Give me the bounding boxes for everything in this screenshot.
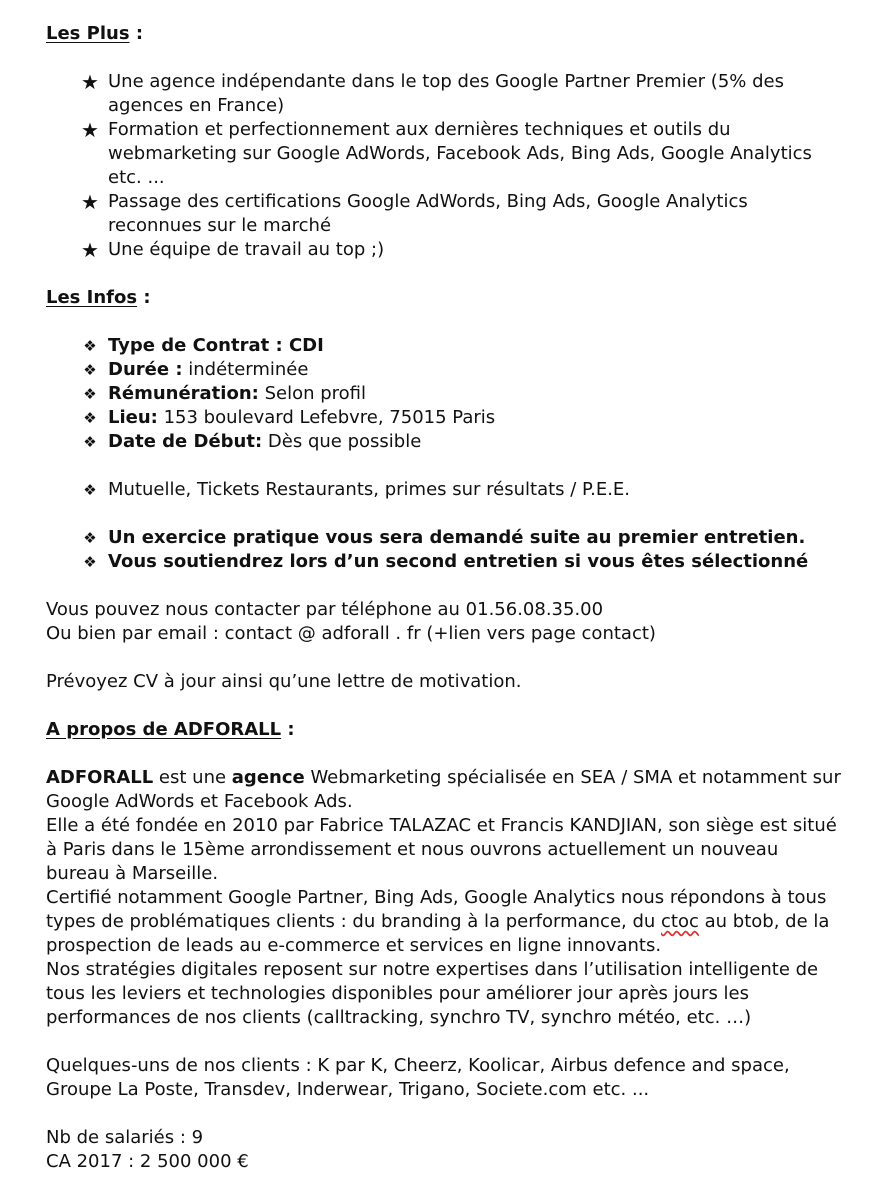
cv-line: Prévoyez CV à jour ainsi qu’une lettre de motivation.	[46, 671, 522, 692]
spellcheck-word: ctoc	[661, 911, 699, 932]
place-item: ❖ Lieu: 153 boulevard Lefebvre, 75015 Paris	[46, 406, 846, 430]
list-item: ★ Formation et perfectionnement aux dernières techniques et outils du webmarketing sur Google AdWords, Facebook Ads, Bing Ads, Google Analytics etc. ...	[46, 118, 846, 190]
star-icon: ★	[81, 118, 99, 142]
benefits-list	[46, 478, 846, 502]
star-icon: ★	[81, 70, 99, 94]
list-item: ★ Une équipe de travail au top ;)	[46, 238, 846, 262]
about-colon: :	[281, 719, 295, 740]
document-page	[46, 22, 846, 1174]
phone-line: Vous pouvez nous contacter par téléphone au 01.56.08.35.00	[46, 599, 604, 620]
clients-paragraph: Quelques-uns de nos clients : K par K, Cheerz, Koolicar, Airbus defence and space, Groupe La Poste, Transdev, Inderwear, Trigano, Societe.com etc. ...	[46, 1055, 790, 1100]
exercise-item: ❖ Un exercice pratique vous sera demandé suite au premier entretien.	[46, 526, 846, 550]
diamond-icon: ❖	[83, 385, 97, 403]
about-heading	[46, 718, 846, 742]
plus-list	[46, 70, 846, 262]
les-infos-heading	[46, 286, 846, 310]
infos-list	[46, 334, 846, 454]
diamond-icon: ❖	[83, 337, 97, 355]
employees-line: Nb de salariés : 9	[46, 1127, 204, 1148]
les-infos-title: Les Infos	[46, 287, 138, 308]
les-infos-colon: :	[137, 287, 151, 308]
about-paragraph-3: Certifié notamment Google Partner, Bing Ads, Google Analytics nous répondons à tous types de problématiques clients : du branding à la performance, du ctoc au btob, de la prospection de leads au e-commerce et services en ligne innovants.	[46, 887, 830, 956]
star-icon: ★	[81, 238, 99, 262]
diamond-icon: ❖	[83, 409, 97, 427]
list-item: ★ Une agence indépendante dans le top des Google Partner Premier (5% des agences en France)	[46, 70, 846, 118]
second-interview-item: ❖ Vous soutiendrez lors d’un second entretien si vous êtes sélectionné	[46, 550, 846, 574]
revenue-line: CA 2017 : 2 500 000 €	[46, 1151, 249, 1172]
about-paragraph-2: Elle a été fondée en 2010 par Fabrice TALAZAC et Francis KANDJIAN, son siège est situé à Paris dans le 15ème arrondissement et nous ouvrons actuellement un nouveau bureau à Marseille.	[46, 815, 837, 884]
email-line: Ou bien par email : contact @ adforall . fr (+lien vers page contact)	[46, 623, 656, 644]
benefits-item: ❖ Mutuelle, Tickets Restaurants, primes sur résultats / P.E.E.	[46, 478, 846, 502]
les-plus-heading	[46, 22, 846, 46]
pay-item: ❖ Rémunération: Selon profil	[46, 382, 846, 406]
diamond-icon: ❖	[83, 553, 97, 571]
star-icon: ★	[81, 190, 99, 214]
diamond-icon: ❖	[83, 361, 97, 379]
diamond-icon: ❖	[83, 433, 97, 451]
start-item: ❖ Date de Début: Dès que possible	[46, 430, 846, 454]
process-list	[46, 526, 846, 574]
about-paragraph-1: ADFORALL est une agence Webmarketing spécialisée en SEA / SMA et notamment sur Google AdWords et Facebook Ads.	[46, 767, 841, 812]
about-paragraph-4: Nos stratégies digitales reposent sur notre expertises dans l’utilisation intelligente de tous les leviers et technologies disponibles pour améliorer jour après jours les performances de nos clients (calltracking, synchro TV, synchro météo, etc. …)	[46, 959, 819, 1028]
les-plus-colon: :	[129, 23, 144, 44]
contract-item: ❖ Type de Contrat : CDI	[46, 334, 846, 358]
diamond-icon: ❖	[83, 529, 97, 547]
duration-item: ❖ Durée : indéterminée	[46, 358, 846, 382]
les-plus-title: Les Plus	[46, 23, 130, 44]
about-title: A propos de ADFORALL	[46, 719, 282, 740]
list-item: ★ Passage des certifications Google AdWords, Bing Ads, Google Analytics reconnues sur le marché	[46, 190, 846, 238]
diamond-icon: ❖	[83, 481, 97, 499]
